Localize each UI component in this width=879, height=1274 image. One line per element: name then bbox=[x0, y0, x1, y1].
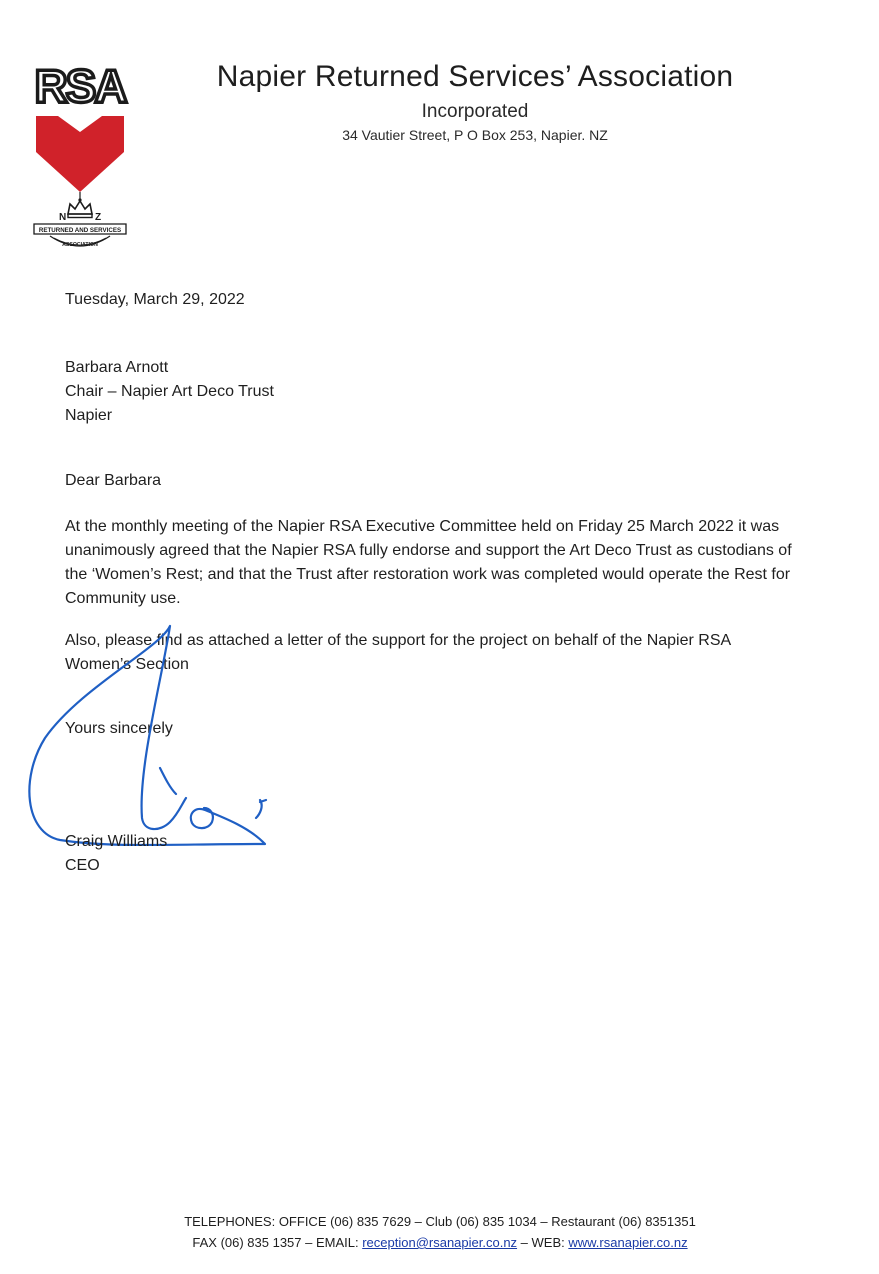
website-link[interactable]: www.rsanapier.co.nz bbox=[568, 1235, 688, 1250]
footer-telephones: TELEPHONES: OFFICE (06) 835 7629 – Club (06) 835 1034 – Restaurant (06) 8351351 bbox=[184, 1214, 696, 1229]
salutation: Dear Barbara bbox=[65, 472, 162, 489]
crown-icon bbox=[68, 198, 92, 217]
logo-letters: RSA bbox=[34, 60, 126, 112]
recipient-title: Chair – Napier Art Deco Trust bbox=[65, 383, 274, 400]
recipient-city: Napier bbox=[65, 407, 113, 424]
footer-web-label: – WEB: bbox=[517, 1235, 569, 1250]
body-paragraph-2: Also, please find as attached a letter of the support for the project on behalf of the Napier RSA Women’s Section bbox=[65, 632, 731, 673]
recipient-block bbox=[65, 356, 274, 428]
recipient-name: Barbara Arnott bbox=[65, 359, 169, 376]
logo-letter-n: N bbox=[59, 212, 67, 223]
rsa-emblem-icon bbox=[28, 60, 132, 256]
footer-contact bbox=[100, 1235, 780, 1250]
signatory-title: CEO bbox=[65, 857, 100, 874]
logo-letter-z: Z bbox=[95, 212, 102, 223]
organization-name: Napier Returned Services’ Association bbox=[216, 60, 734, 93]
footer-fax: FAX (06) 835 1357 – EMAIL: bbox=[192, 1235, 363, 1250]
letter-date: Tuesday, March 29, 2022 bbox=[65, 291, 245, 308]
logo-ribbon-text: RETURNED AND SERVICES bbox=[38, 227, 122, 234]
logo-arc-text: ASSOCIATION bbox=[62, 242, 98, 248]
email-link[interactable]: reception@rsanapier.co.nz bbox=[362, 1235, 518, 1250]
body-paragraph-1: At the monthly meeting of the Napier RSA Executive Committee held on Friday 25 March 2022 it was unanimously agreed that the Napier RSA fully endorse and support the Art Deco Trust as custodians of the ‘Women’s Rest; and that the Trust after restoration work was completed would operate the Rest for Community use. bbox=[65, 518, 792, 607]
closing: Yours sincerely bbox=[65, 720, 173, 737]
organization-incorporated: Incorporated bbox=[421, 101, 529, 122]
signatory-name: Craig Williams bbox=[65, 833, 168, 850]
organization-address: 34 Vautier Street, P O Box 253, Napier. NZ bbox=[342, 127, 608, 143]
rsa-logo bbox=[28, 60, 132, 256]
